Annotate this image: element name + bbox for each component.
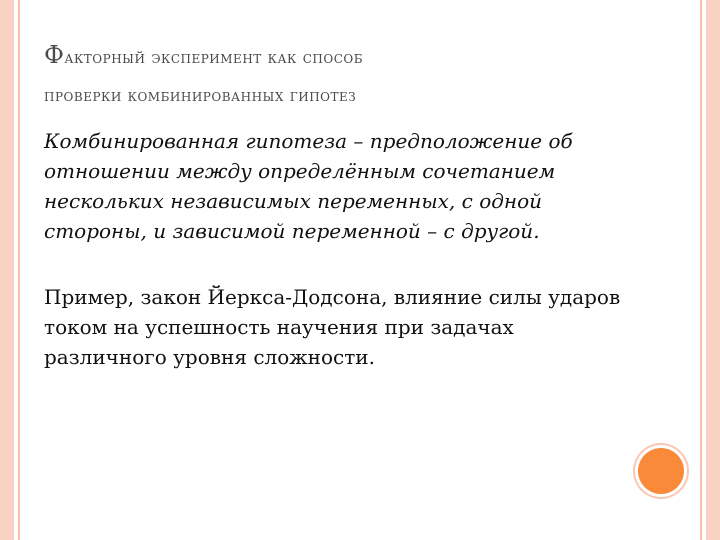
slide-body <box>44 126 624 372</box>
decorative-circle <box>638 448 684 494</box>
example-paragraph: Пример, закон Йеркса-Додсона, влияние силы ударов током на успешность научения при задачах различного уровня сложности. <box>44 285 621 369</box>
title-initial: Ф <box>44 41 65 69</box>
definition-paragraph: Комбинированная гипотеза – предположение об отношении между определённым сочетанием нескольких независимых переменных, с одной стороны, и зависимой переменной – с другой. <box>44 129 573 243</box>
title-line-1-rest: акторный эксперимент как способ <box>64 48 364 68</box>
title-line-2: проверки комбинированных гипотез <box>44 86 357 106</box>
left-border-line <box>18 0 20 540</box>
title-line-1 <box>44 36 604 77</box>
slide-title <box>44 36 604 115</box>
right-border-band <box>706 0 720 540</box>
right-border-line <box>700 0 702 540</box>
left-border-band <box>0 0 14 540</box>
